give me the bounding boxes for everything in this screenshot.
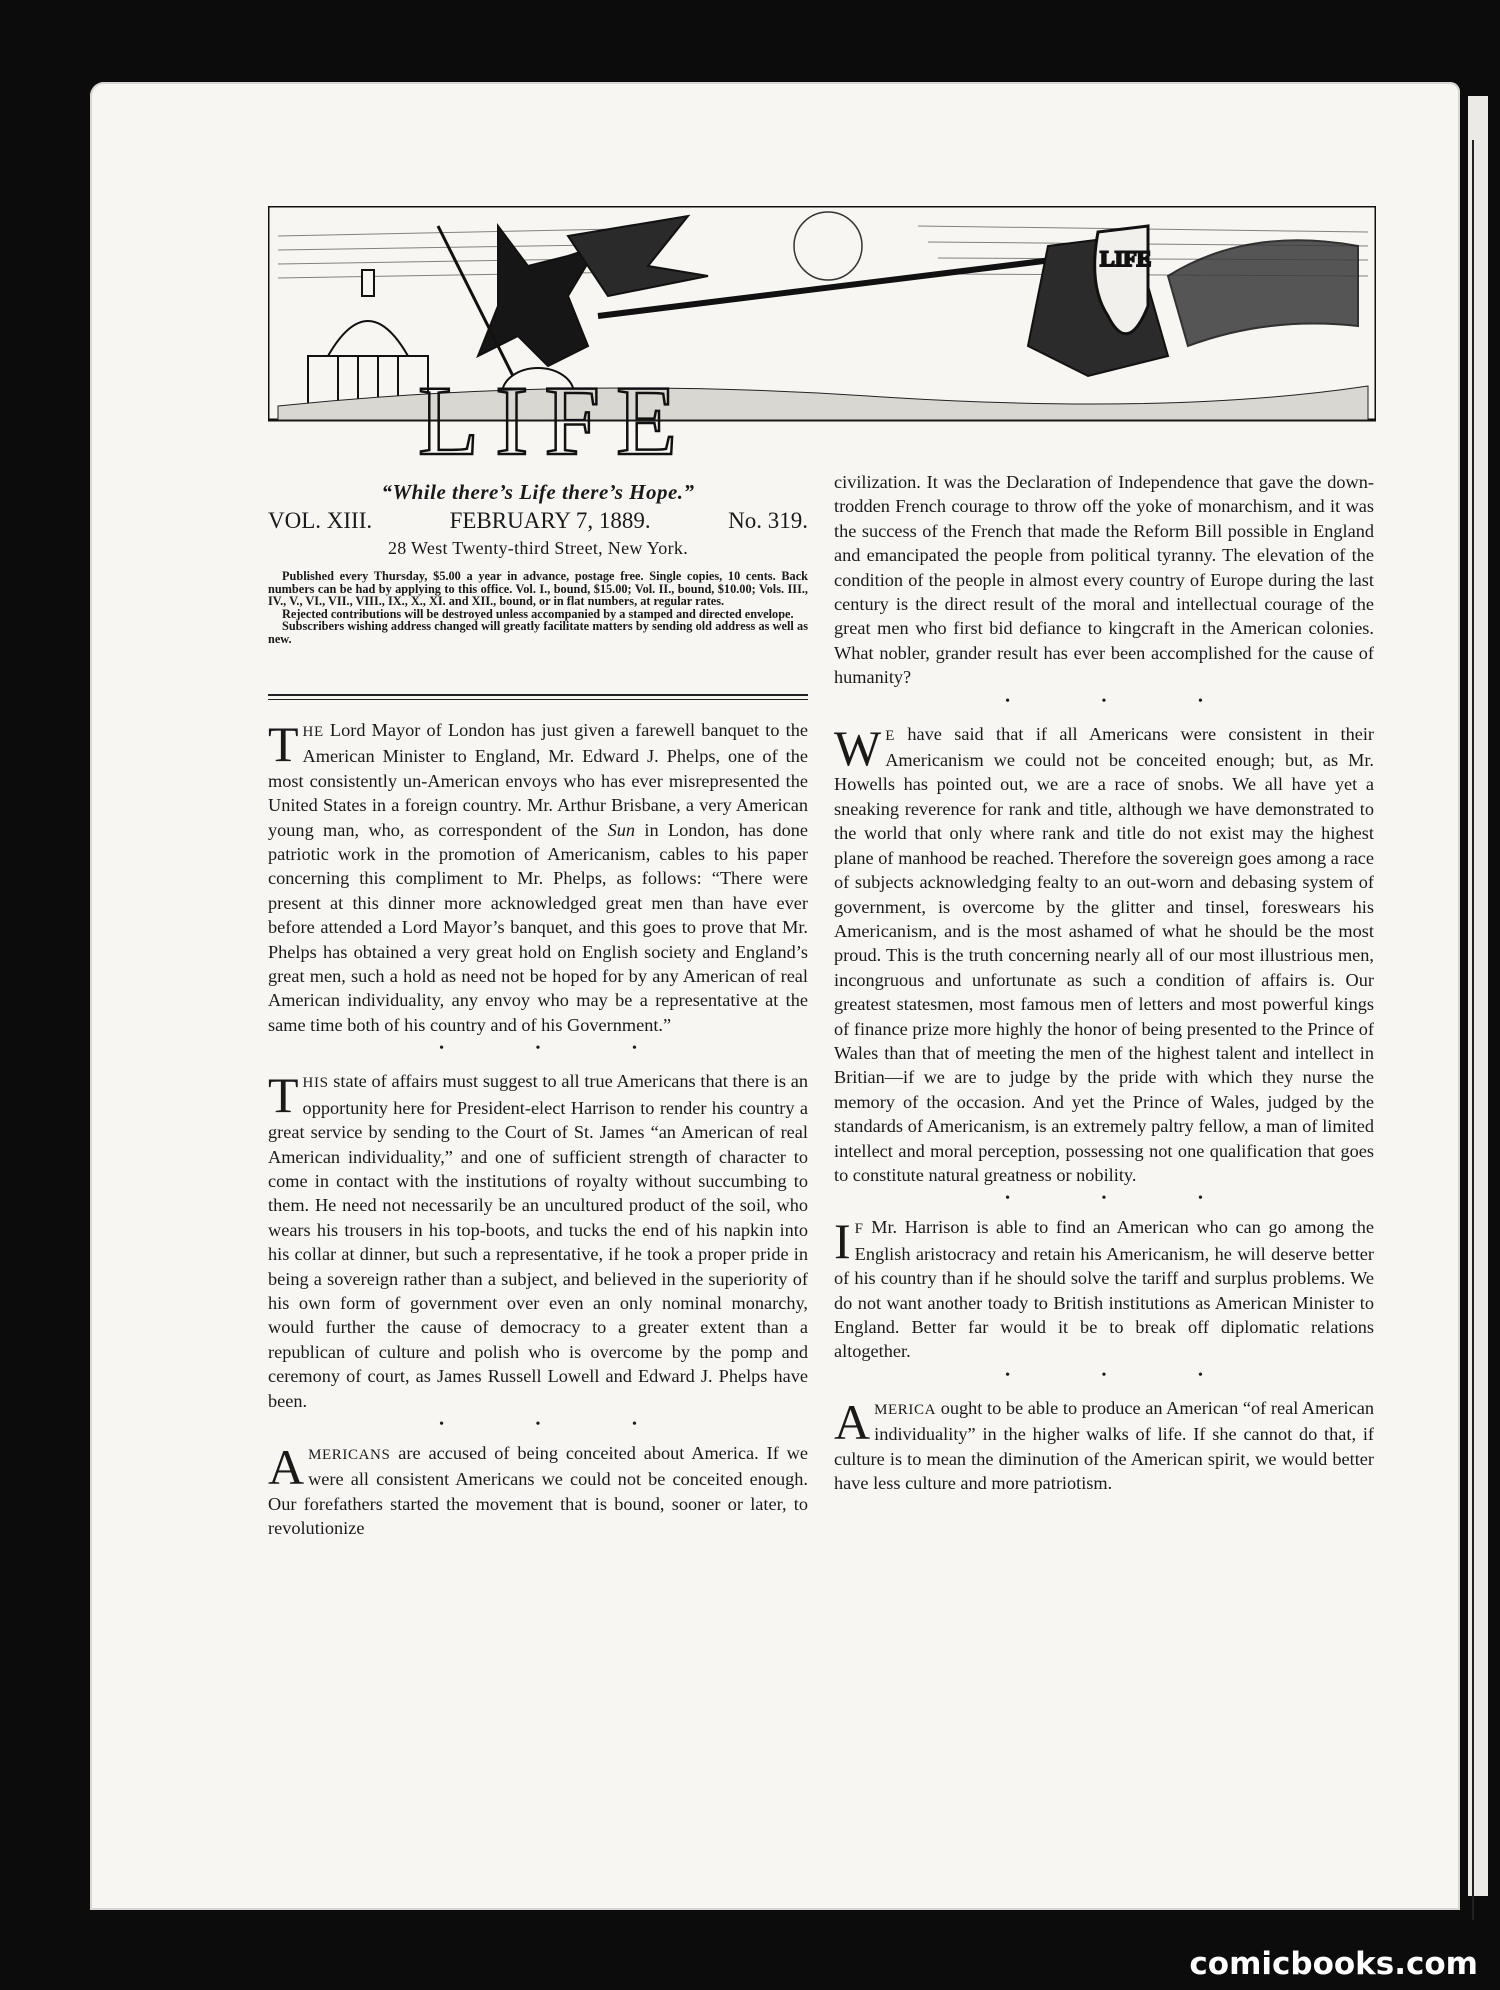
life-title: LIFE xyxy=(418,365,694,458)
binding-line xyxy=(1472,140,1474,1920)
publication-notice xyxy=(268,570,808,646)
issue-date: FEBRUARY 7, 1889. xyxy=(449,508,651,533)
divider-rule-thin xyxy=(268,699,808,700)
section-dots: • • • xyxy=(1005,1191,1247,1207)
article-state-of-affairs: THIS state of affairs must suggest to all true Americans that there is an opportunity here for President-elect Harrison to render his country a great service by sending to the Court of St. James “an American of real American individuality,” and one of sufficient strength of character to come in contact with the institutions of royalty without succumbing to them. He need not necessarily be an uncultured product of the soil, who wears his trousers in his top-boots, and tucks the end of his napkin into his collar at dinner, but such a representative, if he took a proper pride in being a sovereign rather than a subject, and believed in the superiority of his own form of government over even an only nominal monarchy, would further the cause of democracy to a greater extent than a republican of culture and polish who is overcome by the pomp and ceremony of court, as James Russell Lowell and Edward J. Phelps have been. xyxy=(268,1067,808,1411)
knight-figure xyxy=(1028,226,1358,376)
volume: VOL. XIII. xyxy=(268,508,373,533)
site-watermark: comicbooks.com xyxy=(1189,1946,1478,1982)
article-america: AMERICA ought to be able to produce an American “of real American individuality” in the higher walks of life. If she cannot do that, if culture is to mean the diminution of the American spirit, we would better have less culture and more patriotism. xyxy=(834,1393,1374,1494)
drop-cap: A xyxy=(834,1393,871,1450)
left-column xyxy=(268,718,808,1541)
sun xyxy=(794,212,862,280)
capitol-dome xyxy=(308,270,428,416)
section-dots: • • • xyxy=(439,1041,681,1057)
article-americans-continued: civilization. It was the Declaration of Independence that gave the down-trodden French courage to throw off the yoke of monarchism, and it was the success of the French that made the Reform Bill possible in England and emancipated the people from political tyranny. The elevation of the condition of the people in almost every country of Europe during the last century is the direct result of the moral and intellectual courage of the great men who first bid defiance to kingcraft in the American colonies. What nobler, grander result has ever been accomplished for the cause of humanity? xyxy=(834,472,1374,688)
article-americans: AMERICANS are accused of being conceited about America. If we were all consistent Americans we could not be conceited enough. Our forefathers started the movement that is bound, sooner or later, to revolutionize xyxy=(268,1438,808,1539)
drop-cap: A xyxy=(268,1438,305,1495)
drop-cap: T xyxy=(268,716,299,772)
masthead-engraving xyxy=(268,206,1376,458)
notice-address: Subscribers wishing address changed will greatly facilitate matters by sending old address as well as new. xyxy=(268,619,808,646)
article-harrison: I F Mr. Harrison is able to find an American who can go among the English aristocracy and retain his Americanism, he will deserve better of his country than if he should solve the tariff and surplus problems. We do not want another toady to British institutions as American Minister to England. Better far would it be to break off diplomatic relations altogether. xyxy=(834,1213,1374,1362)
drop-cap: W xyxy=(834,719,882,776)
issue-line xyxy=(268,508,808,534)
section-dots: • • • xyxy=(439,1416,681,1432)
drop-cap: T xyxy=(268,1067,299,1124)
lance xyxy=(598,258,1068,316)
next-page-edge xyxy=(1468,96,1488,1896)
svg-text:LIFE: LIFE xyxy=(1100,246,1152,271)
publisher-address: 28 West Twenty-third Street, New York. xyxy=(387,538,688,558)
section-dots: • • • xyxy=(1005,1367,1247,1383)
newspaper-name: Sun xyxy=(607,819,636,840)
notice-subscription: Published every Thursday, $5.00 a year in advance, postage free. Single copies, 10 cents. Back numbers can be had by applying to this office. Vol. I., bound, $15.00; Vol. II., bound, $10.00; Vols. III., IV., V., VI., VII., VIII., IX., X., XI. and XII., bound, or in flat numbers, at regular rates. xyxy=(268,569,808,609)
issue-number: No. 319. xyxy=(728,508,808,533)
article-race-of-snobs: W E have said that if all Americans were consistent in their Americanism we could not be conceited enough; but, as Mr. Howells has pointed out, we are a race of snobs. We all have yet a sneaking reverence for rank and title, although we have demonstrated to the world that only where rank and title do not exist may the highest plane of manhood be reached. Therefore the sovereign goes among a race of subjects acknowledging fealty to an out-worn and debasing system of government, is overcome by the glitter and tinsel, foreswears his Americanism, and is the most ashamed of what he should be the most proud. This is the truth concerning nearly all of our most illustrious men, incongruous and unfortunate as such a condition of affairs is. Our greatest statesmen, most famous men of letters and most powerful kings of finance prize more highly the honor of being presented to the Prince of Wales than that of meeting the men of the highest talent and intellect in Britian—if we are to judge by the pride with which they nurse the memory of the occasion. And yet the Prince of Wales, judged by the standards of Americanism, is an extremely paltry fellow, a man of limited intellect and moral perception, possessing not one qualification that goes to constitute natural greatness or nobility. xyxy=(834,719,1374,1185)
section-dots: • • • xyxy=(1005,693,1247,709)
divider-rule xyxy=(268,694,808,696)
motto: “While there’s Life there’s Hope.” xyxy=(381,480,695,504)
right-column xyxy=(834,470,1374,1495)
masthead-illustration xyxy=(268,206,1376,458)
notice-rejected: Rejected contributions will be destroyed unless accompanied by a stamped and directed envelope. xyxy=(282,606,794,621)
article-lord-mayor: THE Lord Mayor of London has just given a farewell banquet to the American Minister to England, Mr. Edward J. Phelps, one of the most consistently un-American envoys who has ever misrepresented the United States in a foreign country. Mr. Arthur Brisbane, a very American young man, who, as correspondent of the Sun in London, has done patriotic work in the promotion of Americanism, cables to his paper concerning this compliment to Mr. Phelps, as follows: “There were present at this dinner more acknowledged great men than have ever before attended a Lord Mayor’s banquet, and this goes to prove that Mr. Phelps has obtained a very great hold on English society and England’s great men, such a hold as need not be hoped for by any American of real American individuality, any envoy who may be a representative at the same time both of his country and of his Government.” xyxy=(268,716,808,1035)
drop-cap: I xyxy=(834,1213,851,1270)
